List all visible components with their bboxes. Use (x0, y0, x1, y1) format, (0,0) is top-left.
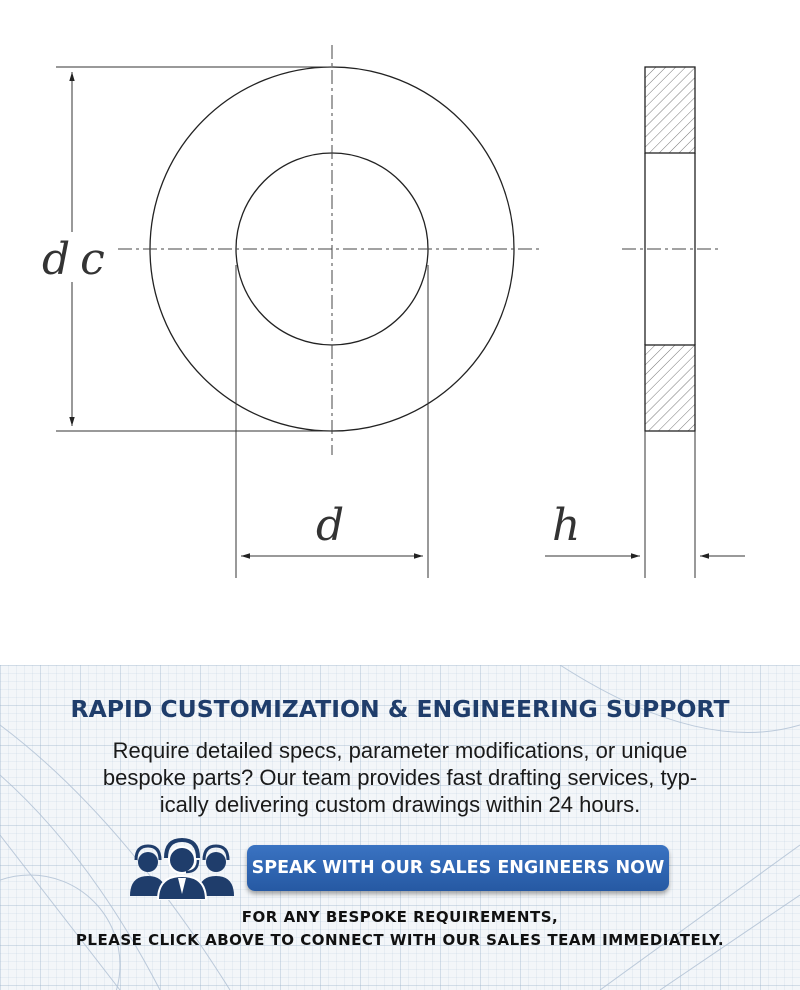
center-lines (118, 45, 720, 455)
sales-team-icon (126, 838, 238, 900)
d-label: d (316, 500, 345, 551)
description-line: bespoke parts? Our team provides fast drafting services, typ- (102, 765, 698, 790)
banner-description (0, 737, 800, 818)
bespoke-note: FOR ANY BESPOKE REQUIREMENTS, (241, 908, 559, 926)
description-line: Require detailed specs, parameter modifications, or unique (112, 738, 688, 763)
support-banner (0, 665, 800, 990)
description-line: ically delivering custom drawings within 24 hours. (159, 792, 641, 817)
contact-sales-button[interactable]: SPEAK WITH OUR SALES ENGINEERS NOW (247, 845, 669, 891)
contact-note: PLEASE CLICK ABOVE TO CONNECT WITH OUR SALES TEAM IMMEDIATELY. (75, 931, 725, 949)
banner-headline: RAPID CUSTOMIZATION & ENGINEERING SUPPORT (70, 695, 730, 723)
dc-label: dc (42, 234, 115, 285)
h-label: h (552, 500, 581, 551)
